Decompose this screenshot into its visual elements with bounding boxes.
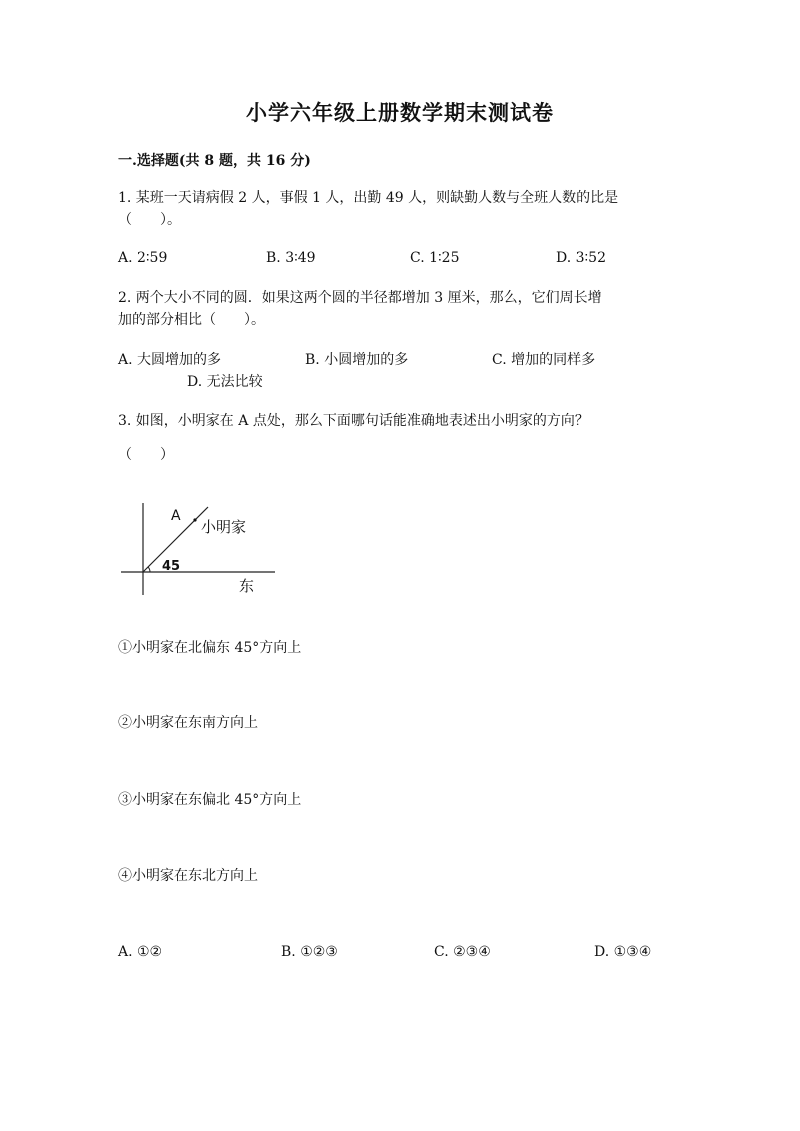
q2-option-c[interactable]: C. 增加的同样多 bbox=[492, 352, 596, 368]
question-3-line-2: （ ） bbox=[118, 447, 174, 463]
question-2-line-1: 2. 两个大小不同的圆．如果这两个圆的半径都增加 3 厘米，那么，它们周长增 bbox=[118, 290, 602, 306]
q1-option-d[interactable]: D. 3∶52 bbox=[556, 250, 606, 266]
q2-option-a[interactable]: A. 大圆增加的多 bbox=[118, 352, 222, 368]
q1-option-a[interactable]: A. 2∶59 bbox=[118, 250, 168, 266]
q1-option-c[interactable]: C. 1∶25 bbox=[410, 250, 460, 266]
question-3-line-1: 3. 如图，小明家在 A 点处，那么下面哪句话能准确地表述出小明家的方向？ bbox=[118, 413, 589, 429]
q2-option-b[interactable]: B. 小圆增加的多 bbox=[305, 352, 409, 368]
q3-option-b[interactable]: B. ①②③ bbox=[281, 944, 338, 960]
section-heading: 一.选择题(共 8 题，共 16 分) bbox=[118, 153, 311, 169]
east-label: 东 bbox=[239, 577, 255, 595]
angle-arc bbox=[148, 567, 150, 572]
q3-statement-2: ②小明家在东南方向上 bbox=[118, 715, 258, 731]
q3-option-c[interactable]: C. ②③④ bbox=[434, 944, 491, 960]
question-1-line-2: （ ）。 bbox=[118, 212, 181, 228]
question-2-line-2: 加的部分相比（ ）。 bbox=[118, 312, 265, 328]
q1-option-b[interactable]: B. 3∶49 bbox=[266, 250, 316, 266]
q3-statement-4: ④小明家在东北方向上 bbox=[118, 868, 258, 884]
angle-label: 45 bbox=[162, 559, 181, 574]
q3-option-a[interactable]: A. ①② bbox=[118, 944, 163, 960]
direction-diagram bbox=[118, 495, 288, 605]
q3-statement-3: ③小明家在东偏北 45°方向上 bbox=[118, 792, 302, 808]
question-1-line-1: 1. 某班一天请病假 2 人，事假 1 人，出勤 49 人，则缺勤人数与全班人数的比是 bbox=[118, 190, 619, 206]
q3-statement-1: ①小明家在北偏东 45°方向上 bbox=[118, 640, 302, 656]
point-a-marker bbox=[193, 518, 196, 521]
home-label: 小明家 bbox=[201, 518, 247, 536]
point-a-label: A bbox=[171, 508, 181, 524]
page-title: 小学六年级上册数学期末测试卷 bbox=[246, 100, 554, 125]
q3-option-d[interactable]: D. ①③④ bbox=[594, 944, 652, 960]
q2-option-d[interactable]: D. 无法比较 bbox=[187, 374, 263, 390]
